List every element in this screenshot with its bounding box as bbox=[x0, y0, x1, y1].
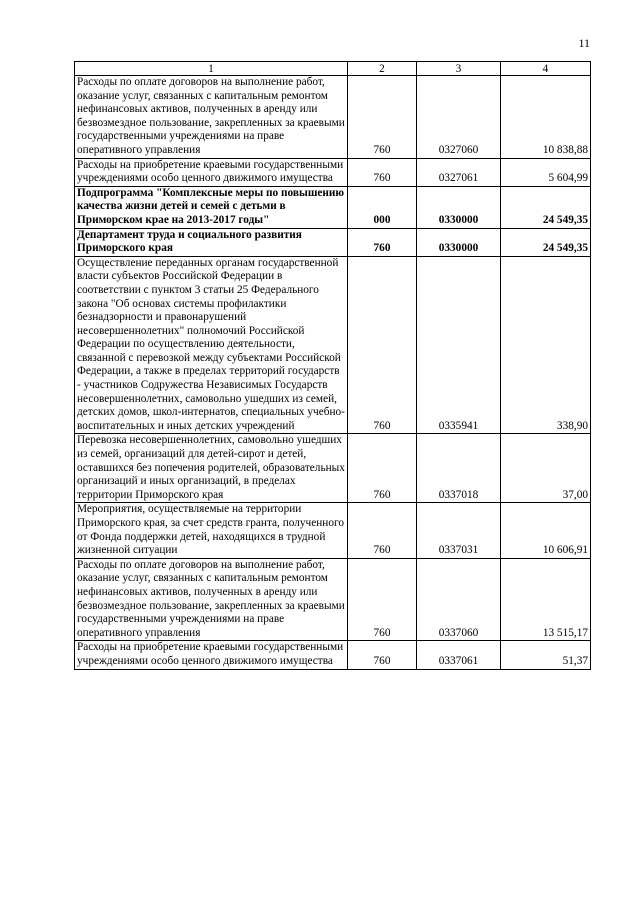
row-name: Расходы на приобретение краевыми государственными учреждениями особо ценного движимого имущества bbox=[75, 158, 348, 186]
row-name: Расходы по оплате договоров на выполнение работ, оказание услуг, связанных с капитальным ремонтом нефинансовых активов, полученных в аренду или безвозмездное пользование, закрепленных за краевыми государственными учреждениями на праве оперативного управления bbox=[75, 76, 348, 159]
row-admin-code: 760 bbox=[348, 158, 417, 186]
row-sum: 5 604,99 bbox=[501, 158, 591, 186]
row-target-code: 0327060 bbox=[417, 76, 501, 159]
row-target-code: 0337060 bbox=[417, 558, 501, 641]
row-name: Подпрограмма "Комплексные меры по повышению качества жизни детей и семей с детьми в Приморском крае на 2013-2017 годы" bbox=[75, 186, 348, 228]
row-admin-code: 760 bbox=[348, 641, 417, 669]
row-admin-code: 760 bbox=[348, 503, 417, 558]
row-sum: 24 549,35 bbox=[501, 228, 591, 256]
header-col-3: 3 bbox=[417, 62, 501, 76]
row-name: Расходы по оплате договоров на выполнение работ, оказание услуг, связанных с капитальным ремонтом нефинансовых активов, полученных в аренду или безвозмездное пользование, закрепленных за краевыми государственными учреждениями на праве оперативного управления bbox=[75, 558, 348, 641]
table-row bbox=[75, 558, 591, 641]
row-sum: 338,90 bbox=[501, 256, 591, 434]
table-row bbox=[75, 76, 591, 159]
row-admin-code: 760 bbox=[348, 434, 417, 503]
row-sum: 13 515,17 bbox=[501, 558, 591, 641]
table-header-row bbox=[75, 62, 591, 76]
row-target-code: 0330000 bbox=[417, 228, 501, 256]
row-target-code: 0337018 bbox=[417, 434, 501, 503]
row-admin-code: 760 bbox=[348, 76, 417, 159]
row-name: Перевозка несовершеннолетних, самовольно ушедших из семей, организаций для детей-сирот и детей, оставшихся без попечения родителей, образовательных организаций и иных организаций, в пределах территории Приморского края bbox=[75, 434, 348, 503]
row-admin-code: 760 bbox=[348, 558, 417, 641]
budget-table bbox=[74, 61, 591, 670]
table-row bbox=[75, 434, 591, 503]
row-sum: 51,37 bbox=[501, 641, 591, 669]
table-row bbox=[75, 256, 591, 434]
page-number: 11 bbox=[578, 36, 590, 50]
row-admin-code: 760 bbox=[348, 228, 417, 256]
row-sum: 10 838,88 bbox=[501, 76, 591, 159]
row-name: Осуществление переданных органам государственной власти субъектов Российской Федерации в соответствии с пунктом 3 статьи 25 Федерального закона "Об основах системы профилактики безнадзорности и правонарушений несовершеннолетних" полномочий Российской Федерации по осуществлению деятельности, связанной с перевозкой между субъектами Российской Федерации, а также в пределах территорий государств - участников Содружества Независимых Государств несовершеннолетних, самовольно ушедших из семей, детских домов, школ-интернатов, специальных учебно-воспитательных и иных детских учреждений bbox=[75, 256, 348, 434]
row-name: Департамент труда и социального развития Приморского края bbox=[75, 228, 348, 256]
header-col-4: 4 bbox=[501, 62, 591, 76]
row-target-code: 0337031 bbox=[417, 503, 501, 558]
table-row bbox=[75, 186, 591, 228]
header-col-1: 1 bbox=[75, 62, 348, 76]
row-name: Расходы на приобретение краевыми государственными учреждениями особо ценного движимого имущества bbox=[75, 641, 348, 669]
table-row bbox=[75, 641, 591, 669]
table-row bbox=[75, 228, 591, 256]
row-target-code: 0330000 bbox=[417, 186, 501, 228]
row-target-code: 0335941 bbox=[417, 256, 501, 434]
row-admin-code: 760 bbox=[348, 256, 417, 434]
header-col-2: 2 bbox=[348, 62, 417, 76]
row-target-code: 0327061 bbox=[417, 158, 501, 186]
row-target-code: 0337061 bbox=[417, 641, 501, 669]
row-sum: 24 549,35 bbox=[501, 186, 591, 228]
table-row bbox=[75, 158, 591, 186]
row-sum: 37,00 bbox=[501, 434, 591, 503]
row-admin-code: 000 bbox=[348, 186, 417, 228]
table-row bbox=[75, 503, 591, 558]
row-name: Мероприятия, осуществляемые на территории Приморского края, за счет средств гранта, полученного от Фонда поддержки детей, находящихся в трудной жизненной ситуации bbox=[75, 503, 348, 558]
row-sum: 10 606,91 bbox=[501, 503, 591, 558]
